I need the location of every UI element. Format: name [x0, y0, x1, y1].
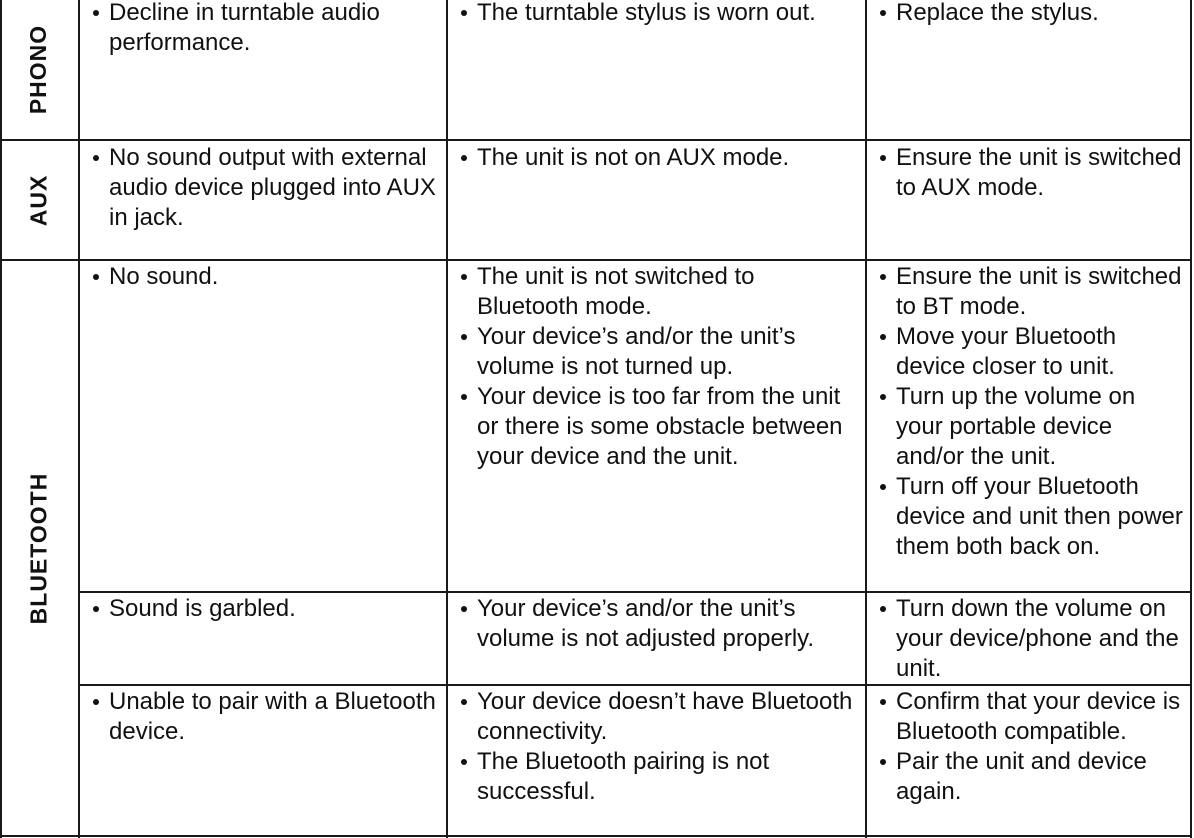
list-item-text: Replace the stylus. [896, 0, 1099, 26]
bullet-dot [880, 274, 886, 280]
list-item [458, 322, 858, 382]
column-divider-label [78, 0, 80, 838]
bullet-dot [880, 484, 886, 490]
list-item [458, 594, 858, 654]
list-item-text: The Bluetooth pairing is not successful. [477, 748, 770, 805]
bullet-dot [93, 699, 99, 705]
list-item-text: Pair the unit and device again. [896, 748, 1147, 805]
cell-problem [90, 262, 440, 292]
cell-cause [458, 687, 858, 807]
list-item [877, 322, 1185, 382]
list-item-text: Your device doesn’t have Bluetooth connectivity. [477, 688, 853, 745]
bullet-dot [880, 606, 886, 612]
cell-solution [877, 594, 1185, 684]
cell-problem [90, 143, 440, 233]
list-item [90, 0, 440, 58]
bullet-dot [880, 394, 886, 400]
list-item-text: The unit is not on AUX mode. [477, 144, 790, 171]
section-label-text: PHONO [25, 24, 52, 115]
list-item-text: Decline in turntable audio performance. [109, 0, 380, 56]
list-item-text: The turntable stylus is worn out. [477, 0, 816, 26]
section-label-aux [0, 141, 78, 259]
list-item-text: Move your Bluetooth device closer to unit. [896, 323, 1117, 380]
bullet-dot [880, 155, 886, 161]
row-divider-phono-aux [0, 139, 1192, 141]
bullet-dot [93, 274, 99, 280]
section-label-text: BLUETOOTH [25, 472, 52, 624]
list-item [877, 472, 1185, 562]
bullet-dot [93, 155, 99, 161]
list-item-text: Your device’s and/or the unit’s volume is not turned up. [477, 323, 796, 380]
cell-cause [458, 262, 858, 472]
cell-solution [877, 143, 1185, 203]
list-item-text: No sound output with external audio device plugged into AUX in jack. [109, 144, 436, 231]
list-item [458, 687, 858, 747]
bullet-dot [880, 334, 886, 340]
cell-problem [90, 0, 440, 58]
list-item [458, 0, 858, 28]
column-divider-problem [446, 0, 448, 838]
table-border-right [1190, 0, 1192, 838]
list-item [90, 143, 440, 233]
list-item [877, 382, 1185, 472]
cell-solution [877, 0, 1185, 28]
table-border-bottom [0, 835, 1192, 837]
list-item [877, 687, 1185, 747]
list-item [877, 143, 1185, 203]
cell-solution [877, 687, 1185, 807]
section-label-text: AUX [25, 174, 52, 226]
section-label-phono [0, 0, 78, 139]
list-item [877, 594, 1185, 684]
bullet-dot [461, 759, 467, 765]
list-item-text: Sound is garbled. [109, 595, 296, 622]
list-item [90, 262, 440, 292]
bullet-dot [461, 274, 467, 280]
list-item-text: The unit is not switched to Bluetooth mode. [477, 263, 755, 320]
list-item-text: Unable to pair with a Bluetooth device. [109, 688, 436, 745]
cell-cause [458, 594, 858, 654]
list-item [458, 262, 858, 322]
bullet-dot [461, 606, 467, 612]
list-item-text: Confirm that your device is Bluetooth compatible. [896, 688, 1181, 745]
list-item-text: No sound. [109, 263, 219, 290]
list-item-text: Turn down the volume on your device/phone and the unit. [896, 595, 1179, 682]
section-label-bluetooth [0, 261, 78, 835]
cell-cause [458, 143, 858, 173]
bullet-dot [461, 155, 467, 161]
bullet-dot [93, 606, 99, 612]
cell-problem [90, 687, 440, 747]
list-item-text: Ensure the unit is switched to BT mode. [896, 263, 1182, 320]
row-divider-bt-2 [78, 684, 1192, 686]
column-divider-cause [865, 0, 867, 838]
cell-cause [458, 0, 858, 28]
bullet-dot [93, 10, 99, 16]
bullet-dot [880, 759, 886, 765]
cell-solution [877, 262, 1185, 562]
bullet-dot [461, 699, 467, 705]
list-item-text: Turn up the volume on your portable device and/or the unit. [896, 383, 1136, 470]
list-item [877, 747, 1185, 807]
bullet-dot [461, 10, 467, 16]
list-item [458, 382, 858, 472]
list-item [458, 143, 858, 173]
list-item [90, 594, 440, 624]
list-item-text: Your device’s and/or the unit’s volume is not adjusted properly. [477, 595, 815, 652]
bullet-dot [461, 394, 467, 400]
list-item [877, 262, 1185, 322]
list-item [877, 0, 1185, 28]
bullet-dot [880, 10, 886, 16]
list-item [458, 747, 858, 807]
row-divider-bt-1 [78, 591, 1192, 593]
bullet-dot [461, 334, 467, 340]
bullet-dot [880, 699, 886, 705]
list-item [90, 687, 440, 747]
list-item-text: Turn off your Bluetooth device and unit then power them both back on. [896, 473, 1183, 560]
list-item-text: Your device is too far from the unit or there is some obstacle between your device and the unit. [477, 383, 843, 470]
list-item-text: Ensure the unit is switched to AUX mode. [896, 144, 1182, 201]
row-divider-aux-bluetooth [0, 259, 1192, 261]
cell-problem [90, 594, 440, 624]
